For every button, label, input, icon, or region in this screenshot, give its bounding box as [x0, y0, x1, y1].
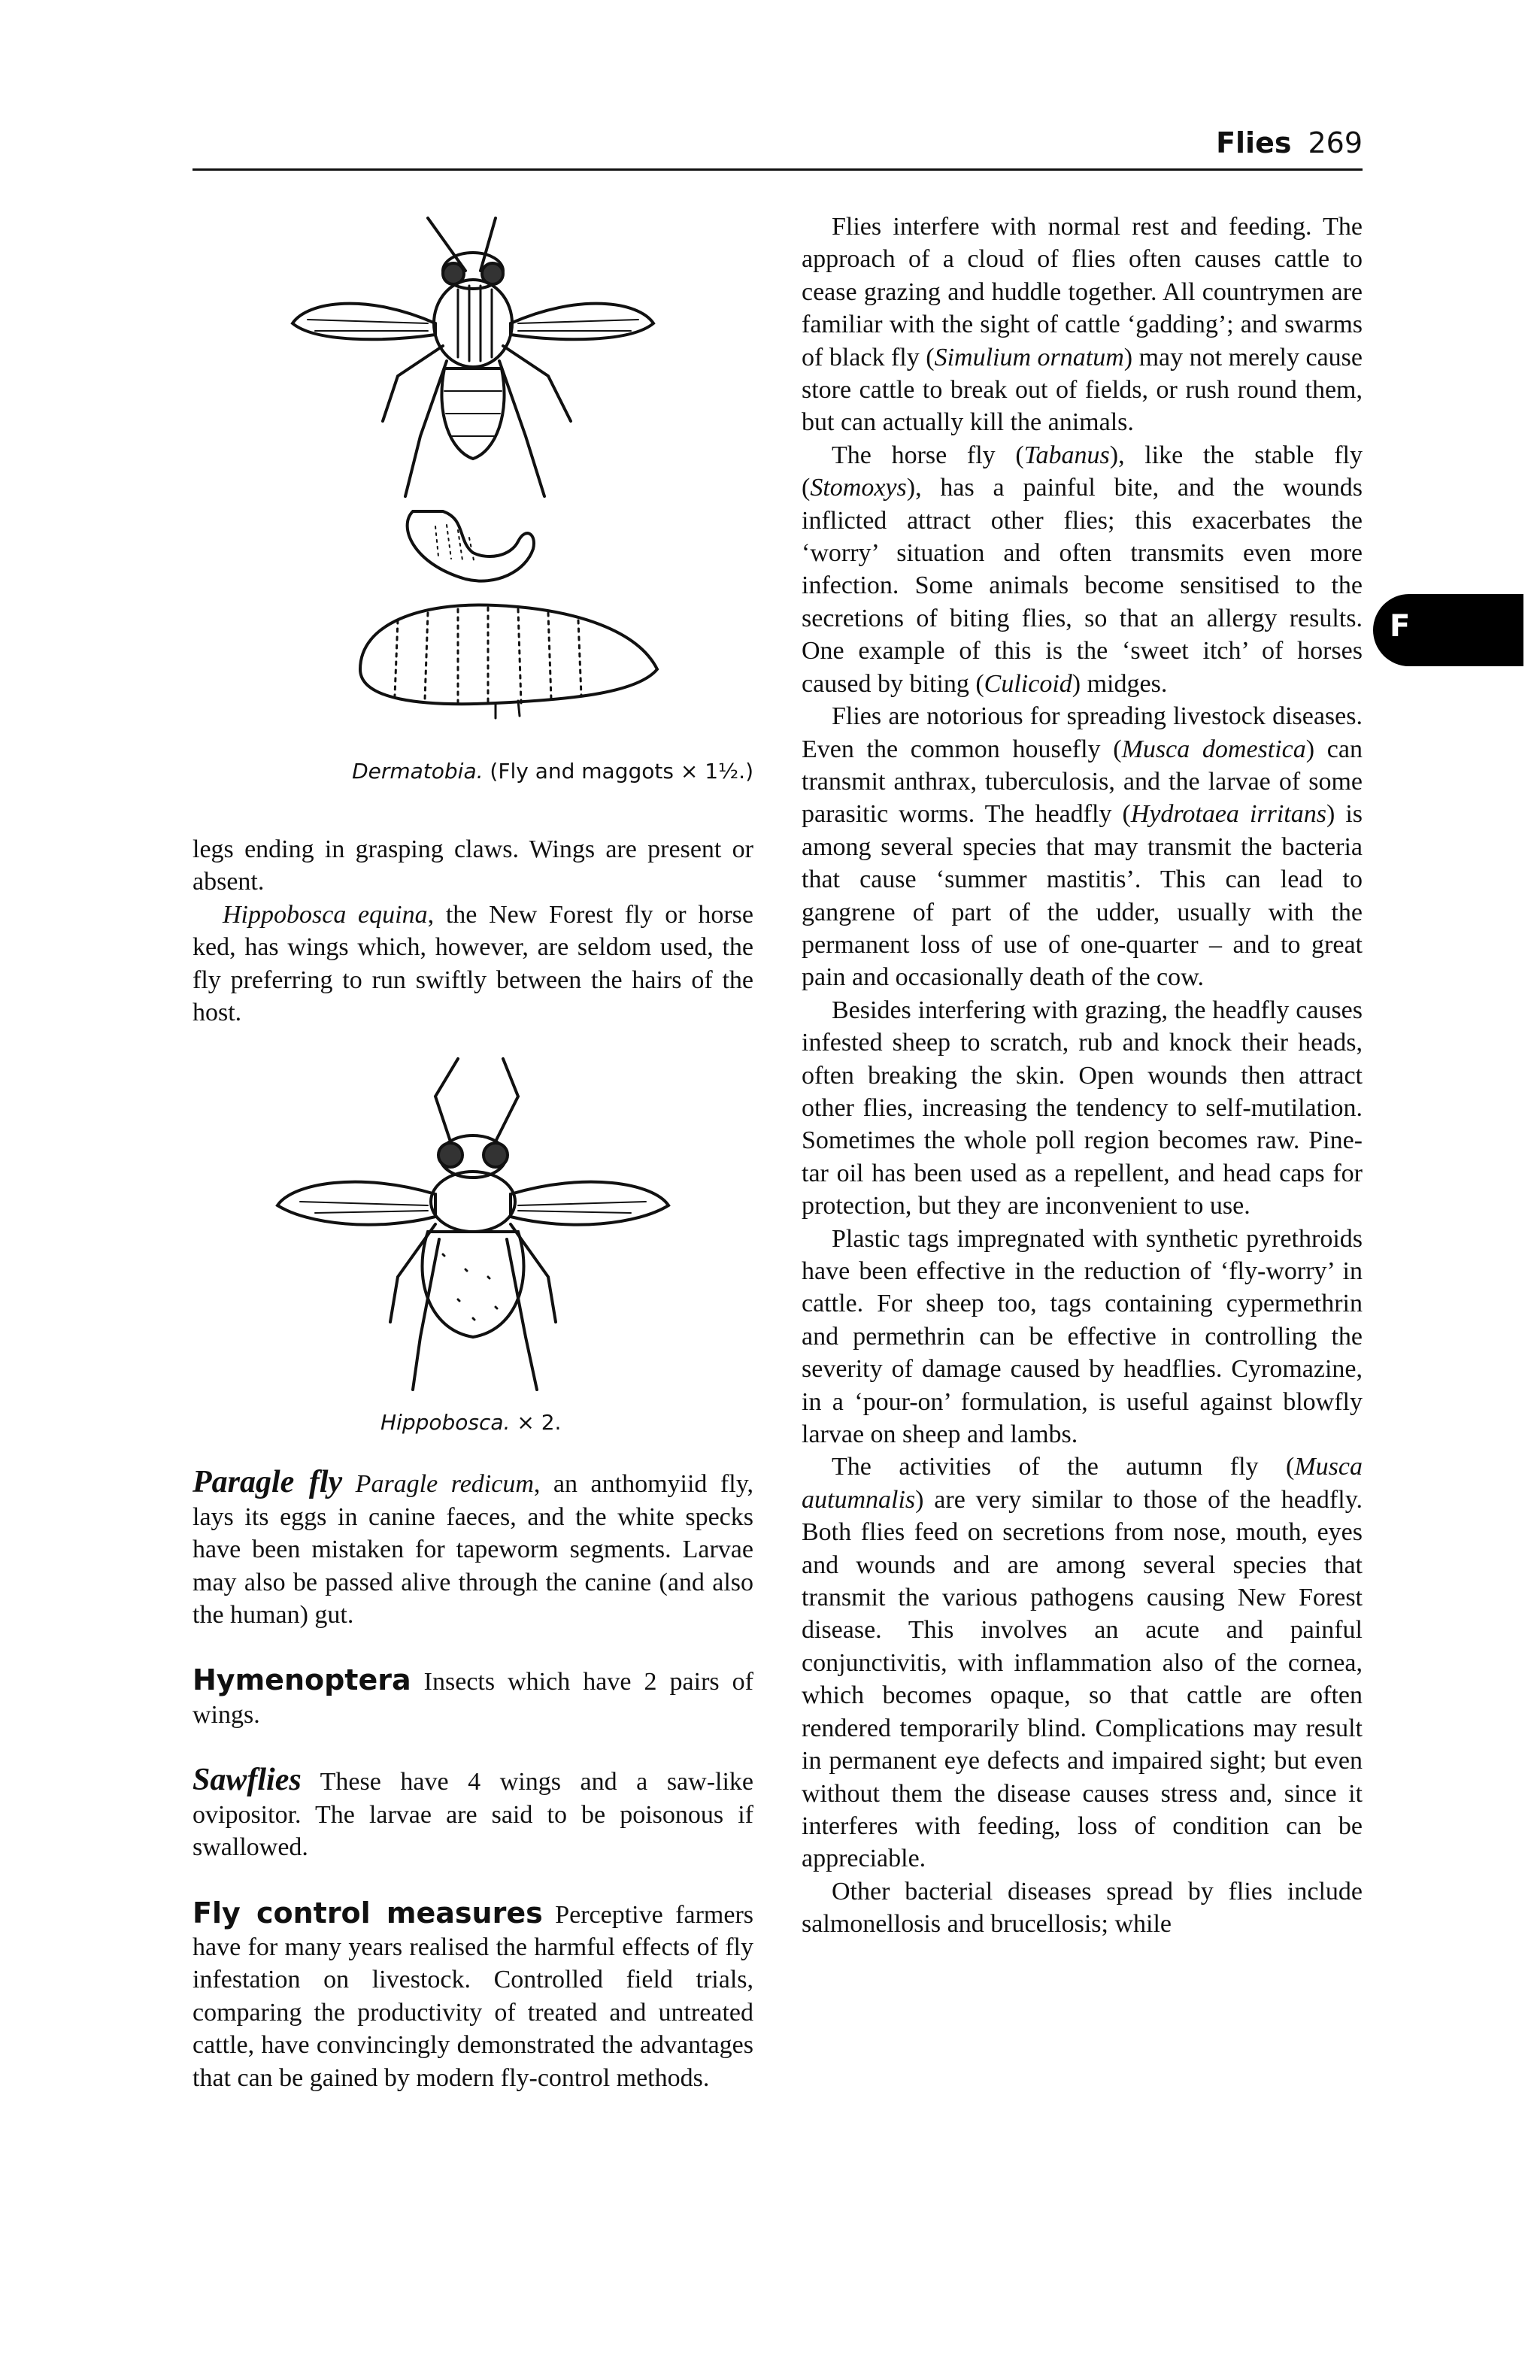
section-title: Flies [1216, 126, 1292, 159]
caption-detail: × 2. [510, 1410, 562, 1436]
paragraph [802, 211, 1363, 439]
paragraph-text: ) can transmit anthrax, tuberculosis, and the larvae of some parasitic worms. The headfly ( [802, 735, 1363, 829]
paragraph-text: Flies interfere with normal rest and feeding. The approach of a cloud of flies often causes cattle to cease grazing and huddle together. All countrymen are familiar with the sight of cattle ‘gadding’; and swarms of black fly ( [802, 213, 1363, 371]
paragraph: legs ending in grasping claws. Wings are present or absent. [192, 835, 753, 896]
caption-genus: Hippobosca. [380, 1410, 511, 1436]
thumb-index-tab [1373, 594, 1523, 666]
left-column [192, 211, 753, 2094]
species-name: Hippobosca equina [223, 900, 428, 929]
entry-hymenoptera [192, 1664, 753, 1731]
paragraph-text: , the New Forest fly or horse ked, has wings which, however, are seldom used, the fly preferring to run swiftly between the hairs of the host. [192, 900, 753, 1027]
paragraph-text: ) are very similar to those of the headfly. Both flies feed on secretions from nose, mouth, eyes and wounds and are among several species that transmit the various pathogens causing New Forest disease. This involves an acute and painful conjunctivitis, with inflammation also of the cornea, which becomes opaque, so that cattle are often rendered temporarily blind. Complications may result in permanent eye defects and impaired sight; but even without them the disease causes stress and, since it interferes with feeding, loss of condition can be appreciable. [802, 1485, 1363, 1873]
paragraph-text: The activities of the autumn fly ( [832, 1453, 1295, 1481]
paragraph [802, 700, 1363, 994]
entry-heading: Paragle fly [192, 1465, 343, 1500]
paragraph: Besides interfering with grazing, the headfly causes infested sheep to scratch, rub and knock their heads, often breaking the skin. Open wounds then attract other flies, increasing the tendency to self-mutilation. Sometimes the whole poll region becomes raw. Pine-tar oil has been used as a repellent, and head caps for protection, but they are inconvenient to use. [802, 996, 1363, 1220]
entry-text: Perceptive farmers have for many years realised the harmful effects of fly infestation on livestock. Controlled field trials, comparing the productivity of treated and untreated cattle, have convincingly demonstrated the advantages that can be gained by modern fly-control methods. [192, 1900, 753, 2092]
paragraph-text: The horse fly ( [832, 441, 1024, 469]
entry-heading: Fly control measures [192, 1896, 543, 1930]
thumb-index-letter: F [1390, 609, 1411, 644]
paragraph [192, 899, 753, 1029]
running-head [1216, 126, 1363, 159]
entry-paragle-fly [192, 1466, 753, 1631]
species-name: Simulium ornatum [934, 343, 1124, 371]
entry-sawflies [192, 1764, 753, 1863]
running-header [192, 123, 1363, 171]
paragraph-text: Flies are notorious for spreading livestock diseases. Even the common housefly ( [802, 702, 1363, 763]
entry-text: These have 4 wings and a saw-like ovipositor. The larvae are said to be poisonous if swallowed. [192, 1768, 753, 1862]
right-column [802, 211, 1363, 1941]
paragraph [802, 439, 1363, 700]
species-name: Paragle redicum [355, 1470, 534, 1499]
paragraph: Other bacterial diseases spread by flies include salmonellosis and brucellosis; while [802, 1877, 1363, 1939]
species-name: Hydrotaea irritans [1130, 800, 1326, 829]
entry-heading: Hymenoptera [192, 1663, 411, 1697]
paragraph-text: ) midges. [1072, 669, 1168, 698]
paragraph-text: ) is among several species that may transmit the bacteria that cause ‘summer mastitis’. This can lead to gangrene of part of the udder, usually with the permanent loss of use of one-quarter – and to great pain and occasionally death of the cow. [802, 800, 1363, 992]
caption-detail: (Fly and maggots × 1½.) [483, 759, 753, 784]
dermatobia-illustration [247, 211, 699, 752]
hippobosca-caption [192, 1409, 753, 1436]
species-name: Stomoxys [810, 474, 907, 502]
entry-fly-control-measures [192, 1897, 753, 2094]
entry-text: , an anthomyiid fly, lays its eggs in canine faeces, and the white specks have been mistaken for tapeworm segments. Larvae may also be passed alive through the canine (and also the human) gut. [192, 1470, 753, 1630]
dermatobia-caption [192, 758, 753, 785]
paragraph-text: ), has a painful bite, and the wounds inflicted attract other flies; this exacerbates the ‘worry’ situation and often transmits even more infection. Some animals become sensitised to the secretions of biting flies, so that an allergy results. One example of this is the ‘sweet itch’ of horses caused by biting ( [802, 474, 1363, 698]
entry-text: Insects which have 2 pairs of wings. [192, 1668, 753, 1729]
hippobosca-illustration [247, 1051, 699, 1405]
species-name: Musca domestica [1121, 735, 1306, 763]
species-name: Musca autumnalis [802, 1453, 1363, 1514]
paragraph: Plastic tags impregnated with synthetic pyrethroids have been effective in the reduction of ‘fly-worry’ in cattle. For sheep too, tags containing cypermethrin and permethrin can be effective in controlling the severity of damage caused by headflies. Cyromazine, in a ‘pour-on’ formulation, is useful against blowfly larvae on sheep and lambs. [802, 1224, 1363, 1449]
species-name: Tabanus [1023, 441, 1110, 469]
page-number: 269 [1308, 126, 1363, 159]
entry-heading: Sawflies [192, 1763, 302, 1798]
paragraph-text: ), like the stable fly ( [802, 441, 1363, 502]
species-name: Culicoid [984, 669, 1072, 698]
paragraph [802, 1451, 1363, 1875]
caption-genus: Dermatobia. [352, 759, 484, 784]
paragraph-text: ) may not merely cause store cattle to break out of fields, or rush round them, but can actually kill the animals. [802, 343, 1363, 437]
